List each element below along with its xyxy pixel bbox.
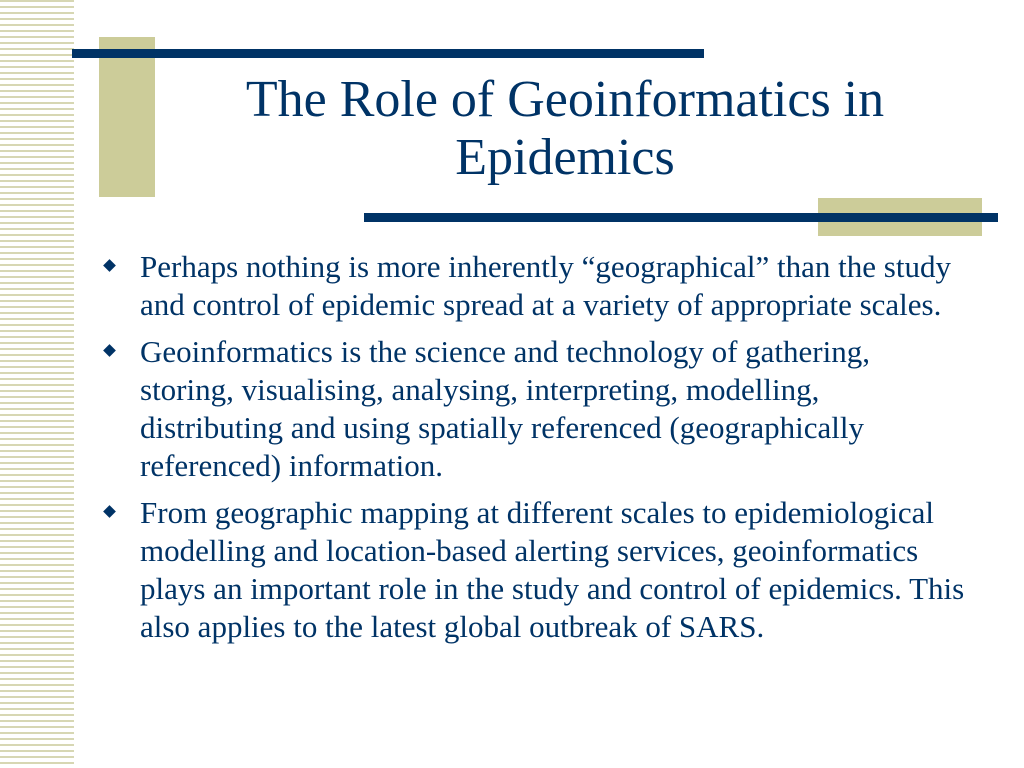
bullet-text-definition: Geoinformatics is the science and technology of gathering, storing, visualising, analysing, interpreting, modelling, distributing and using spatially referenced (geographically referenced) information. [140, 334, 870, 483]
left-striped-border [0, 0, 74, 768]
diamond-bullet-icon [103, 259, 116, 272]
bullet-item-definition [103, 333, 983, 485]
diamond-bullet-icon [103, 505, 116, 518]
bullet-text-role: From geographic mapping at different scales to epidemiological modelling and location-based alerting services, geoinformatics plays an important role in the study and control of epidemics. This also applies to the latest global outbreak of SARS. [140, 495, 965, 644]
bottom-title-rule [364, 213, 998, 222]
bullet-item-role [103, 494, 983, 646]
diamond-bullet-icon [103, 344, 116, 357]
bullet-item-geographical [103, 248, 983, 324]
bullet-list [103, 248, 983, 655]
top-title-rule [72, 49, 704, 58]
slide-title: The Role of Geoinformatics in Epidemics [245, 71, 885, 186]
top-left-accent-block [99, 37, 155, 197]
bullet-text-geographical: Perhaps nothing is more inherently “geographical” than the study and control of epidemic spread at a variety of appropriate scales. [140, 249, 951, 322]
